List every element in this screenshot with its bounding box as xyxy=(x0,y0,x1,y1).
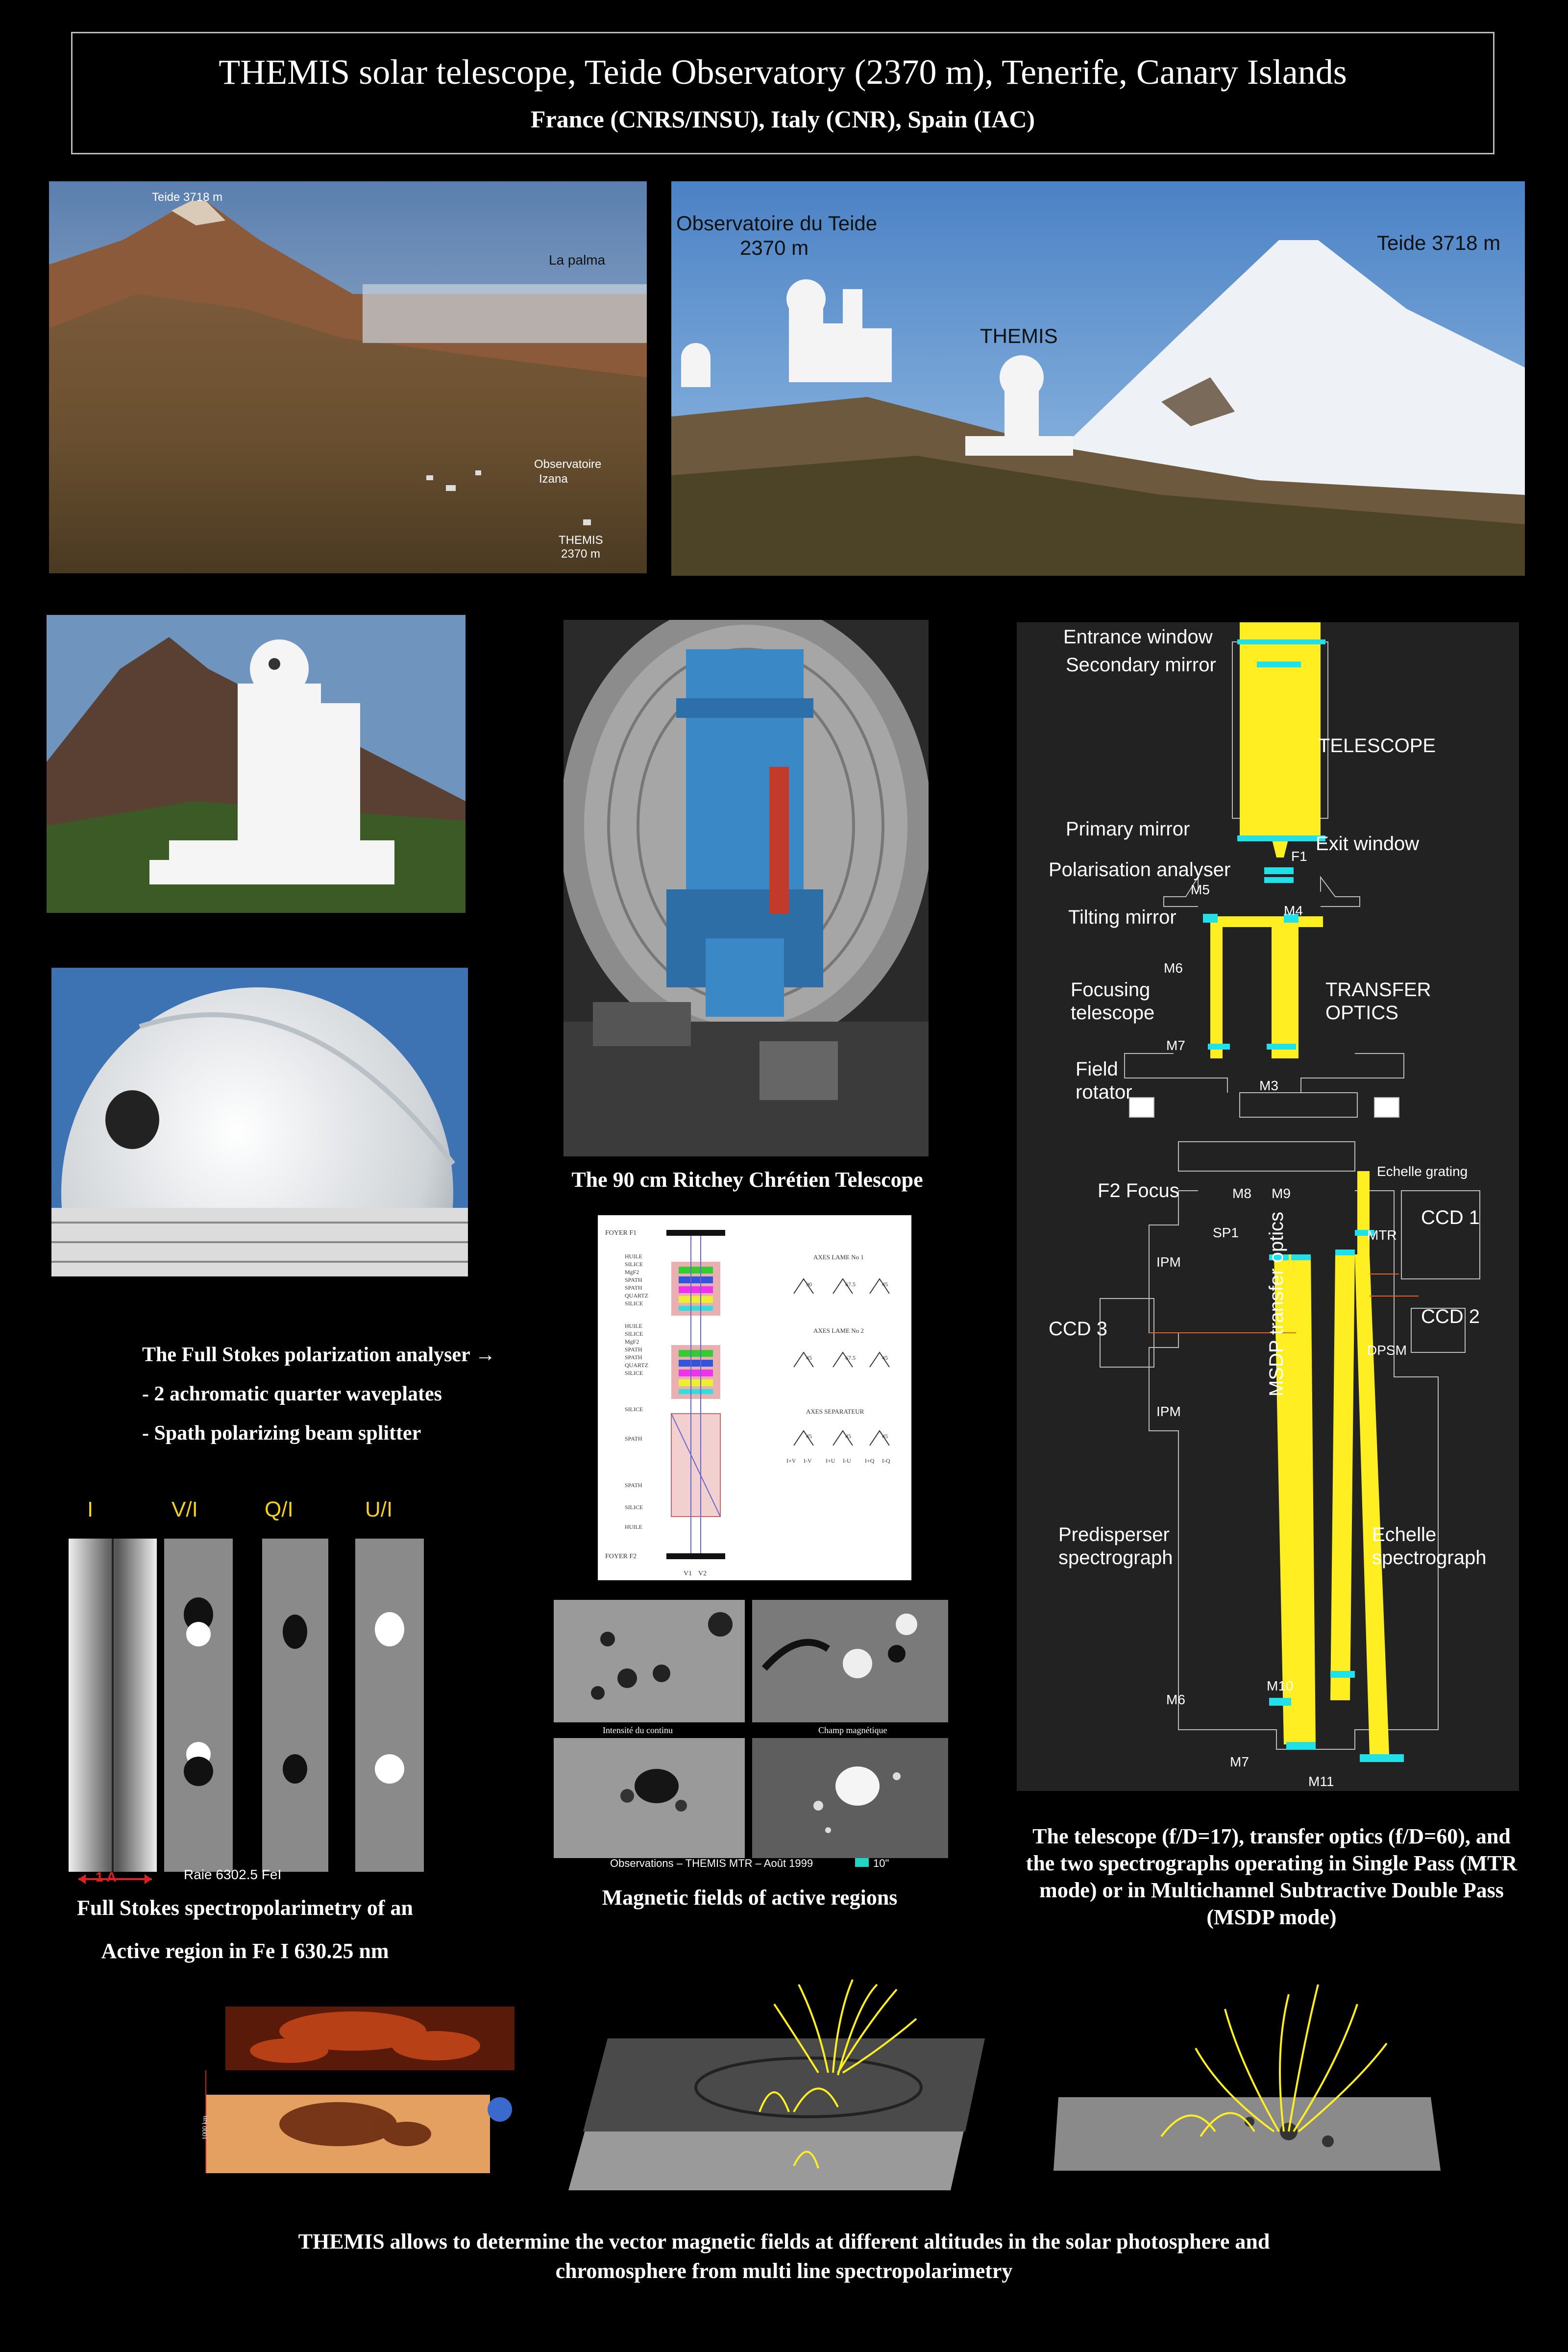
layer-label: SPATH xyxy=(625,1284,642,1291)
analyser-waveplates: - 2 achromatic quarter waveplates xyxy=(142,1383,442,1405)
axes-lame2: AXES LAME No 2 xyxy=(813,1327,864,1334)
obs-teide-label: Observatoire du Teide xyxy=(676,212,878,235)
stokes-u-label: U/I xyxy=(365,1497,393,1521)
polarisation-analyser: Polarisation analyser xyxy=(1049,859,1231,881)
mag-label1: Intensité du continu xyxy=(603,1725,673,1735)
3d-photosphere-render xyxy=(191,1997,529,2193)
focusing-label1: Focusing xyxy=(1071,979,1151,1001)
transfer-label2: OPTICS xyxy=(1325,1002,1398,1024)
teide-label: Teide 3718 m xyxy=(152,191,223,204)
predisperser-label2: spectrograph xyxy=(1058,1547,1173,1568)
f1-label: F1 xyxy=(1291,849,1307,864)
mag-obs-label: Observations – THEMIS MTR – Août 1999 xyxy=(610,1857,813,1869)
beam-v1: V1 xyxy=(684,1570,692,1577)
raie-label: Raie 6302.5 FeI xyxy=(184,1867,282,1882)
analyser-splitter: - Spath polarizing beam splitter xyxy=(142,1422,421,1445)
layer-label: SILICE xyxy=(625,1406,643,1413)
analyser-diagram xyxy=(598,1215,911,1580)
telescope-caption: The 90 cm Ritchey Chrétien Telescope xyxy=(571,1168,923,1192)
lapalma-label: La palma xyxy=(549,252,606,268)
magnetograms-caption: Magnetic fields of active regions xyxy=(602,1886,898,1910)
msdp-label: MSDP transfer optics xyxy=(1266,1211,1287,1396)
secondary-mirror: Secondary mirror xyxy=(1066,654,1216,676)
axes-separateur: AXES SEPARATEUR xyxy=(806,1408,864,1415)
obs-teide-alt: 2370 m xyxy=(740,236,809,259)
stokes-i-label: I xyxy=(87,1497,94,1521)
observatory-photo xyxy=(671,181,1525,576)
echelle-label2: spectrograph xyxy=(1372,1547,1487,1568)
title-box xyxy=(71,32,1494,154)
output-label: I+U xyxy=(826,1457,835,1464)
foyer-f2: FOYER F2 xyxy=(605,1553,637,1560)
angle: 45 xyxy=(806,1433,812,1440)
layer-label: SPATH xyxy=(625,1435,642,1442)
bottom-caption-line1: THEMIS allows to determine the vector magnetic fields at different altitudes in the solar photosphere and xyxy=(298,2230,1270,2254)
ccd3-label: CCD 3 xyxy=(1049,1318,1108,1340)
layer-label: MgF2 xyxy=(625,1338,639,1345)
analyser-title: The Full Stokes polarization analyser → xyxy=(142,1344,496,1366)
3d-field-lines-render-1 xyxy=(564,1975,990,2200)
angle: 90 xyxy=(806,1281,812,1288)
bottom-caption xyxy=(88,2227,1480,2286)
dpsm-label: DPSM xyxy=(1367,1343,1407,1358)
transfer-label1: TRANSFER xyxy=(1325,979,1431,1001)
output-label: I+Q xyxy=(865,1457,875,1464)
m9-label: M9 xyxy=(1272,1186,1291,1201)
izana-label: Izana xyxy=(539,472,568,486)
m7-upper-label: M7 xyxy=(1166,1038,1185,1053)
layer-label: SILICE xyxy=(625,1300,643,1307)
output-label: I+V xyxy=(786,1457,796,1464)
telescope-interior-photo xyxy=(564,620,929,1156)
echelle-label1: Echelle xyxy=(1372,1524,1437,1545)
field-label2: rotator xyxy=(1076,1081,1132,1103)
stokes-caption-line2: Active region in Fe I 630.25 nm xyxy=(101,1939,389,1963)
primary-mirror: Primary mirror xyxy=(1066,818,1190,840)
field-label1: Field xyxy=(1076,1058,1118,1080)
page-subtitle: France (CNRS/INSU), Italy (CNR), Spain (IAC) xyxy=(530,105,1035,133)
echelle-grating: Echelle grating xyxy=(1377,1164,1468,1179)
mag-scale-label: 10" xyxy=(873,1857,889,1869)
dome-photo xyxy=(51,968,468,1276)
themis-photo-label: THEMIS xyxy=(980,324,1058,347)
focusing-label2: telescope xyxy=(1071,1002,1155,1024)
page-title: THEMIS solar telescope, Teide Observatory (2370 m), Tenerife, Canary Islands xyxy=(219,52,1347,92)
optics-diagram xyxy=(1017,622,1519,1791)
layer-label: SPATH xyxy=(625,1276,642,1283)
m6-lower-label: M6 xyxy=(1166,1692,1185,1707)
angle: 45 xyxy=(882,1433,888,1440)
stokes-q-label: Q/I xyxy=(265,1497,294,1521)
mag-label2: Champ magnétique xyxy=(818,1725,887,1735)
observatoire-label: Observatoire xyxy=(534,458,602,471)
f2-focus: F2 Focus xyxy=(1098,1180,1179,1201)
axes-lame1: AXES LAME No 1 xyxy=(813,1253,864,1261)
stokes-panel xyxy=(54,1494,446,1886)
m10-label: M10 xyxy=(1267,1678,1294,1693)
output-label: I-Q xyxy=(882,1457,890,1464)
beam-v2: V2 xyxy=(698,1570,707,1577)
layer-label: HUILE xyxy=(625,1523,642,1530)
m3-label: M3 xyxy=(1259,1078,1278,1093)
angle: 45 xyxy=(806,1354,812,1361)
m5-label: M5 xyxy=(1191,882,1210,897)
m11-label: M11 xyxy=(1308,1774,1334,1789)
stokes-caption xyxy=(39,1886,451,1973)
stokes-caption-line1: Full Stokes spectropolarimetry of an xyxy=(76,1896,414,1920)
entrance-window: Entrance window xyxy=(1063,626,1213,648)
teide-photo-label: Teide 3718 m xyxy=(1377,231,1501,254)
3d-field-lines-render-2 xyxy=(1044,1975,1446,2200)
layer-label: SPATH xyxy=(625,1354,642,1361)
ccd1-label: CCD 1 xyxy=(1421,1207,1480,1228)
layer-label: SPATH xyxy=(625,1482,642,1489)
sp1-label: SP1 xyxy=(1213,1225,1239,1240)
bottom-caption-line2: chromosphere from multi line spectropolarimetry xyxy=(555,2259,1013,2283)
layer-label: SPATH xyxy=(625,1346,642,1353)
layer-label: SILICE xyxy=(625,1330,643,1337)
tilting-mirror: Tilting mirror xyxy=(1068,906,1176,928)
layer-label: HUILE xyxy=(625,1323,642,1329)
angle: 45 xyxy=(845,1433,851,1440)
ipm-lower-label: IPM xyxy=(1156,1404,1181,1419)
angle: 67.5 xyxy=(845,1354,856,1361)
layer-label: SILICE xyxy=(625,1370,643,1376)
angle: 45 xyxy=(882,1354,888,1361)
layer-label: HUILE xyxy=(625,1253,642,1260)
foyer-f1: FOYER F1 xyxy=(605,1229,637,1237)
teide-landscape-photo xyxy=(49,181,647,573)
output-label: I-U xyxy=(843,1457,851,1464)
ccd2-label: CCD 2 xyxy=(1421,1306,1480,1327)
magnetograms-panel xyxy=(554,1600,948,1874)
telescope-label: TELESCOPE xyxy=(1318,735,1436,757)
altitude-label: 2370 m xyxy=(561,547,601,561)
analyser-text xyxy=(142,1340,495,1448)
layer-label: QUARTZ xyxy=(625,1292,648,1299)
layer-label: SILICE xyxy=(625,1261,643,1268)
stokes-v-label: V/I xyxy=(172,1497,198,1521)
ipm-upper-label: IPM xyxy=(1156,1254,1181,1270)
angle: 67.5 xyxy=(845,1281,856,1288)
m6-upper-label: M6 xyxy=(1164,960,1183,976)
output-label: I-V xyxy=(804,1457,812,1464)
themis-label: THEMIS xyxy=(559,534,603,547)
angle: 45 xyxy=(882,1281,888,1288)
height-scale: 1000 km xyxy=(201,2115,209,2140)
mtr-label: MTR xyxy=(1367,1227,1397,1243)
layer-label: SILICE xyxy=(625,1504,643,1511)
stokes-scale: 1 A xyxy=(96,1869,117,1885)
exit-window: Exit window xyxy=(1316,833,1420,855)
optics-caption: The telescope (f/D=17), transfer optics (f/D=60), and the two spectrographs operating in Single Pass (MTR mode) or in Multichannel Subtractive Double Pass (MSDP mode) xyxy=(1026,1824,1518,1929)
predisperser-label1: Predisperser xyxy=(1058,1524,1170,1545)
m7-lower-label: M7 xyxy=(1230,1754,1249,1769)
themis-building-photo xyxy=(47,615,466,913)
m8-label: M8 xyxy=(1232,1186,1251,1201)
layer-label: MgF2 xyxy=(625,1269,639,1275)
layer-label: QUARTZ xyxy=(625,1362,648,1369)
m4-label: M4 xyxy=(1284,903,1303,918)
